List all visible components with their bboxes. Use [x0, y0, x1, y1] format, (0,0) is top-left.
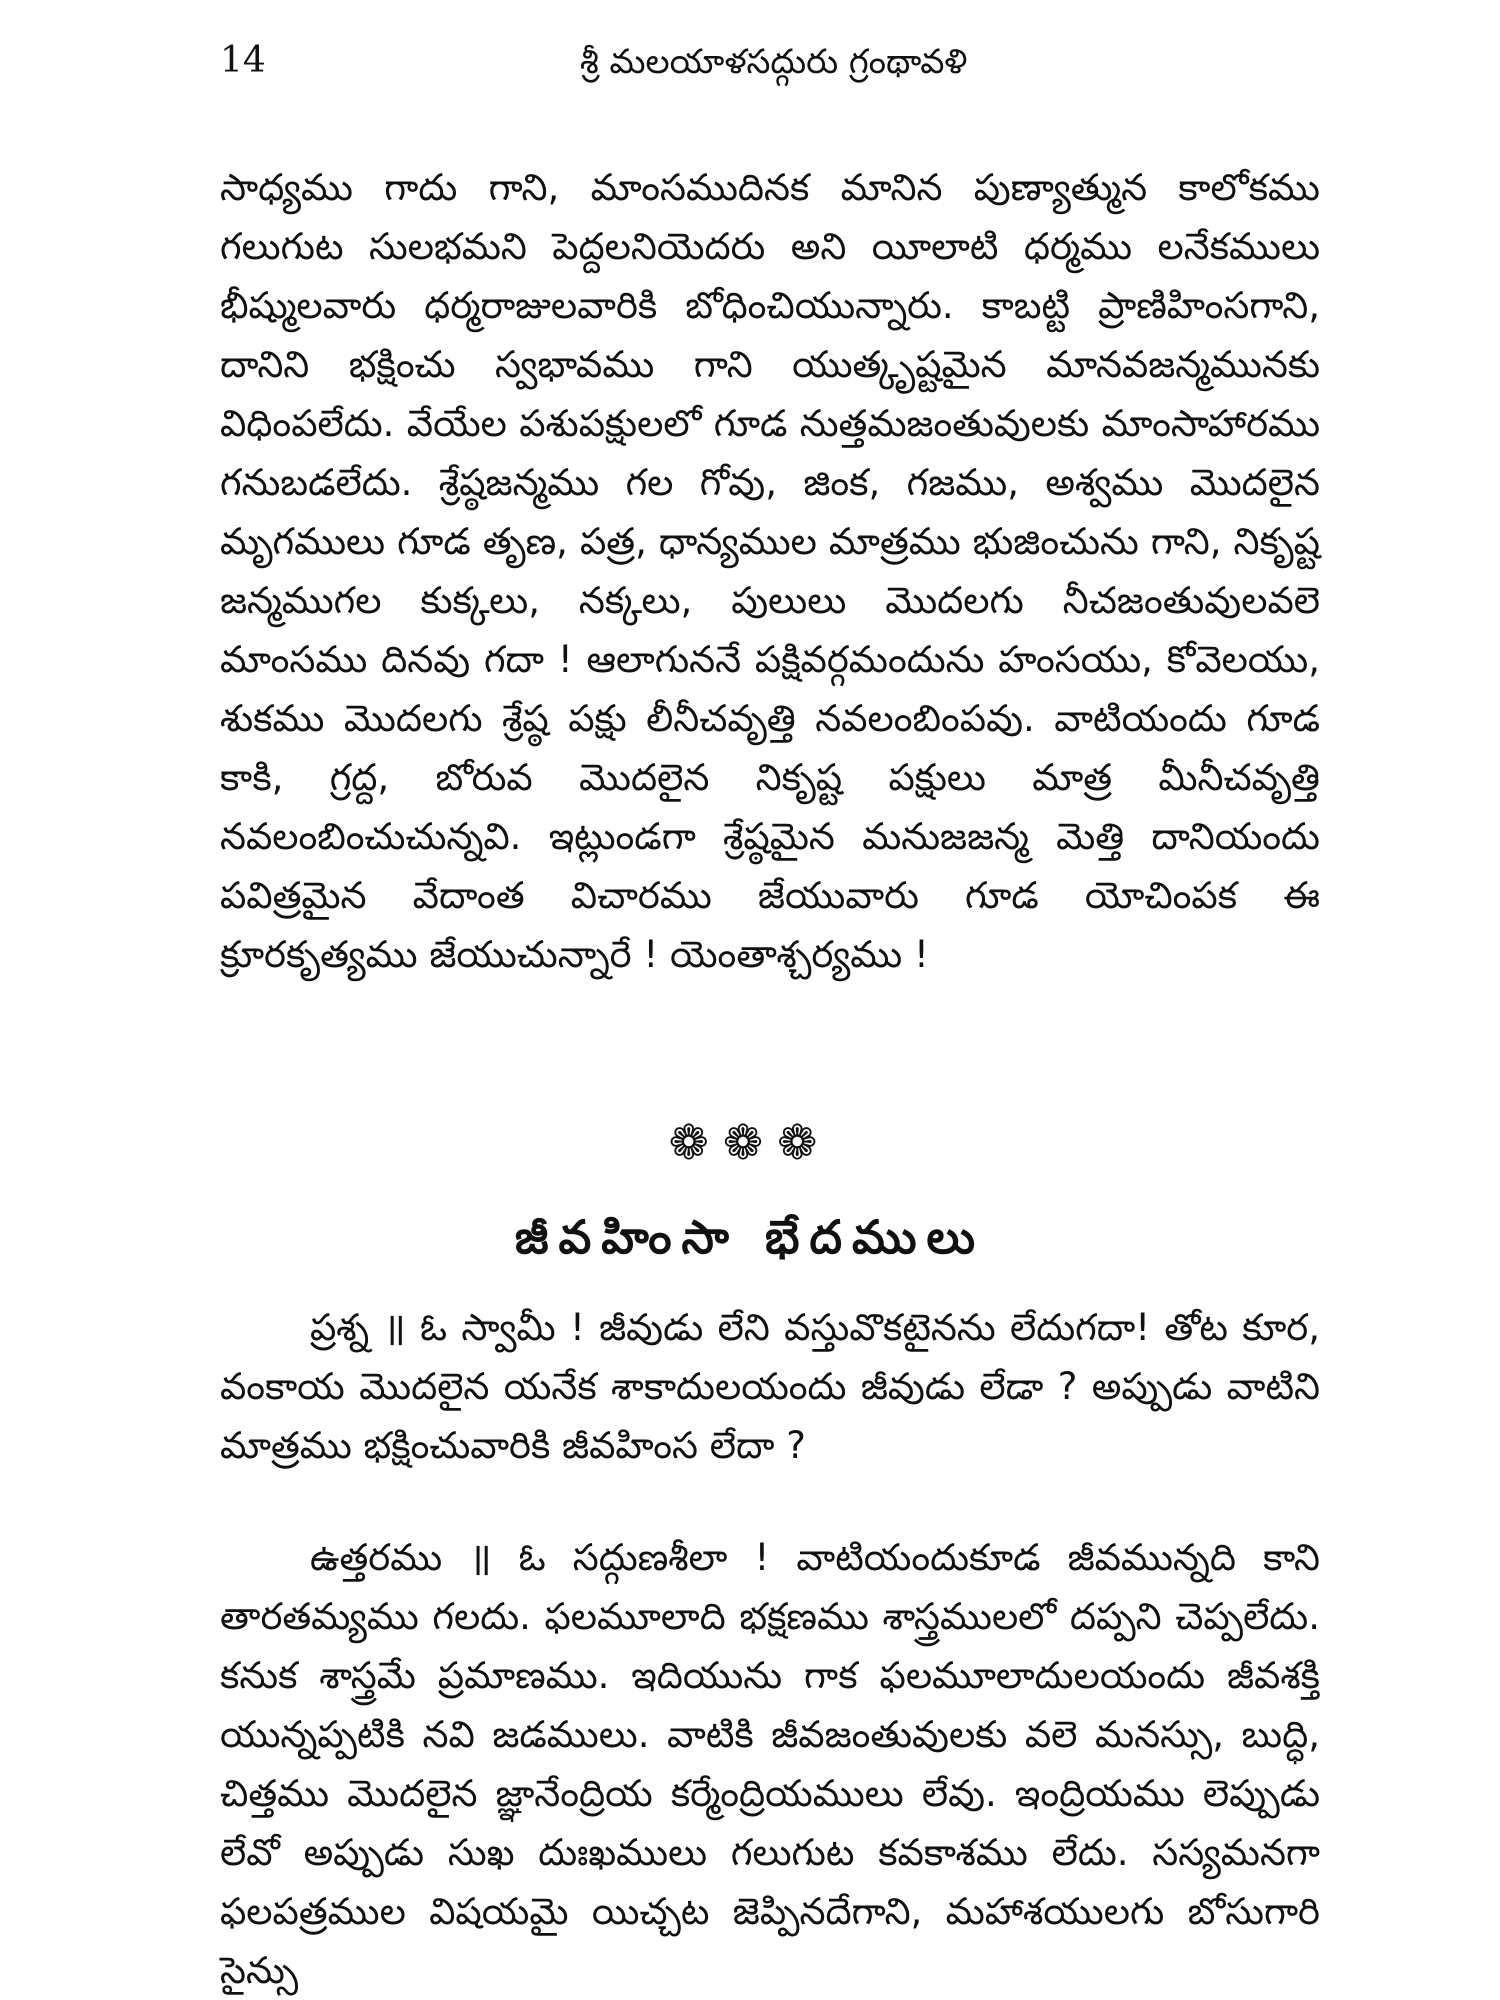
flower-ornament-icon: ❁❁❁ — [668, 1115, 832, 1171]
paragraph-question: ప్రశ్న ॥ ఓ స్వామీ ! జీవుడు లేని వస్తువొకటైనను లేదుగదా! తోట కూర, వంకాయ మొదలైన యనేక శాకాదులయందు జీవుడు లేడా ? అప్పుడు వాటిని మాత్రము భక్షించువారికి జీవహింస లేదా ? — [220, 1306, 1320, 1467]
paragraph-meat-eating: సాధ్యము గాదు గాని, మాంసముదినక మానిన పుణ్యాత్మున కాలోకము గలుగుట సులభమని పెద్దలనియెదరు అని యీలాటి ధర్మము లనేకములు భీష్ములవారు ధర్మరాజులవారికి బోధించియున్నారు. కాబట్టి ప్రాణిహింసగాని, దానిని భక్షించు స్వభావము గాని యుత్కృష్టమైన మానవజన్మమునకు విధింపలేదు. వేయేల పశుపక్షులలో గూడ నుత్తమజంతువులకు మాంసాహారము గనుబడలేదు. శ్రేష్ఠజన్మము గల గోవు, జింక, గజము, అశ్వము మొదలైన మృగములు గూడ తృణ, పత్ర, ధాన్యముల మాత్రము భుజించును గాని, నికృష్ట జన్మముగల కుక్కలు, నక్కలు, పులులు మొదలగు నీచజంతువులవలె మాంసము దినవు గదా ! ఆలాగుననే పక్షివర్గమందును హంసయు, కోవెలయు, శుకము మొదలగు శ్రేష్ఠ పక్షు లీనీచవృత్తి నవలంబింపవు. వాటియందు గూడ కాకి, గ్రద్ద, బోరువ మొదలైన నికృష్ట పక్షులు మాత్ర మీనీచవృత్తి నవలంబించుచున్నవి. ఇట్లుండగా శ్రేష్ఠమైన మనుజజన్మ మెత్తి దానియందు పవిత్రమైన వేదాంత విచారము జేయువారు గూడ యోచింపక ఈ క్రూరకృత్యము జేయుచున్నారే ! యెంతాశ్చర్యము ! — [220, 166, 1320, 976]
page-header — [220, 40, 1340, 100]
running-title: శ్రీ మలయాళసద్గురు గ్రంథావళి — [580, 42, 968, 82]
paragraph-answer: ఉత్తరము ॥ ఓ సద్గుణశీలా ! వాటియందుకూడ జీవమున్నది కాని తారతమ్యము గలదు. ఫలమూలాది భక్షణము శాస్త్రములలో దప్పని చెప్పలేదు. కనుక శాస్త్రమే ప్రమాణము. ఇదియును గాక ఫలమూలాదులయందు జీవశక్తి యున్నప్పటికి నవి జడములు. వాటికి జీవజంతువులకు వలె మనస్సు, బుద్ధి, చిత్తము మొదలైన జ్ఞానేంద్రియ కర్మేంద్రియములు లేవు. ఇంద్రియము లెప్పుడు లేవో అప్పుడు సుఖ దుఃఖములు గలుగుట కవకాశము లేదు. సస్యమనగా ఫలపత్రముల విషయమై యిచ్చట జెప్పినదేగాని, మహాశయులగు బోసుగారి సైన్సు — [220, 1536, 1320, 1992]
page-number: 14 — [220, 40, 266, 81]
section-title: జీవహింసా భేదములు — [514, 1210, 986, 1264]
